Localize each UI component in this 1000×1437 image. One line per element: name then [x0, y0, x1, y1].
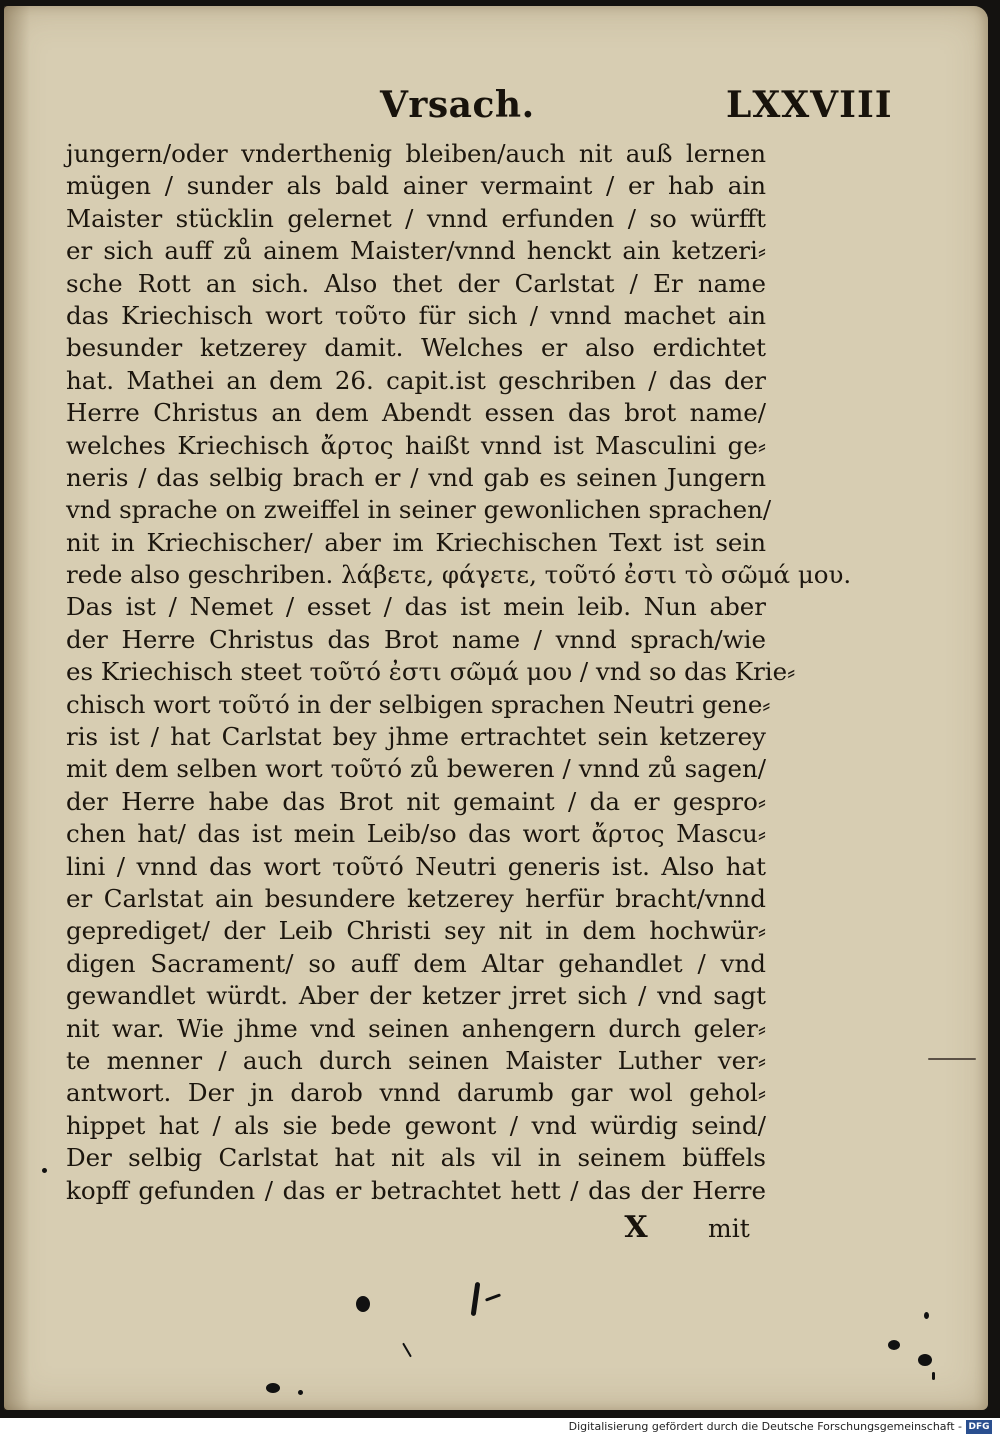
text-line: sche Rott an sich. Also thet der Carlstat / Er name: [66, 268, 766, 298]
text-line: lini / vnnd das wort τοῦτό Neutri generis ist. Also hat: [66, 851, 766, 881]
ink-blot: [888, 1340, 900, 1350]
text-line: das Kriechisch wort τοῦτο für sich / vnnd machet ain: [66, 300, 766, 330]
ink-blot: [932, 1372, 935, 1380]
text-line: geprediget/ der Leib Christi sey nit in dem hochwür⸗: [66, 916, 766, 946]
text-line: Herre Christus an dem Abendt essen das brot name/: [66, 398, 766, 428]
text-line: nit in Kriechischer/ aber im Kriechischen Text ist sein: [66, 527, 766, 557]
ink-blot: [298, 1390, 303, 1395]
text-line: hippet hat / als sie bede gewont / vnd würdig seind/: [66, 1110, 766, 1140]
text-line: jungern/oder vnderthenig bleiben/auch nit auß lernen: [66, 139, 766, 168]
text-line: te menner / auch durch seinen Maister Luther ver⸗: [66, 1045, 766, 1075]
digitization-footer: [0, 1418, 1000, 1437]
funding-credit: Digitalisierung gefördert durch die Deutsche Forschungsgemeinschaft -: [568, 1420, 962, 1433]
text-line: hat. Mathei an dem 26. capit.ist geschriben / das der: [66, 365, 766, 395]
text-line: welches Kriechisch ἄρτος haißt vnnd ist Masculini ge⸗: [66, 430, 766, 460]
signature-mark: X: [624, 1210, 648, 1245]
text-line: mit dem selben wort τοῦτό zů beweren / vnnd zů sagen/: [66, 754, 766, 784]
binding-shadow: [4, 6, 30, 1410]
text-line: Maister stücklin gelernet / vnnd erfunden / so würfft: [66, 203, 766, 233]
ink-blot: [356, 1296, 370, 1312]
ink-blot: [928, 1058, 976, 1060]
text-line: Das ist / Nemet / esset / das ist mein leib. Nun aber: [66, 592, 766, 622]
text-line: gewandlet würdt. Aber der ketzer jrret sich / vnd sagt: [66, 981, 766, 1011]
text-line: neris / das selbig brach er / vnd gab es seinen Jungern: [66, 462, 766, 492]
text-line: mügen / sunder als bald ainer vermaint / er hab ain: [66, 171, 766, 201]
text-line: rede also geschriben. λάβετε, φάγετε, τοῦτό ἐστι τὸ σῶμά μου.: [66, 560, 852, 590]
ink-blot: [266, 1383, 280, 1393]
text-line: er Carlstat ain besundere ketzerey herfür bracht/vnnd: [66, 883, 766, 913]
ink-blot: [918, 1354, 932, 1366]
ink-blot: [924, 1312, 929, 1319]
catchword: mit: [708, 1214, 750, 1243]
text-line: der Herre Christus das Brot name / vnnd sprach/wie: [66, 624, 766, 654]
text-line: ris ist / hat Carlstat bey jhme ertrachtet sein ketzerey: [66, 722, 766, 752]
ink-blot: [42, 1168, 47, 1173]
folio-number: LXXVIII: [726, 84, 893, 126]
text-line: der Herre habe das Brot nit gemaint / da er gespro⸗: [66, 786, 766, 816]
text-line: es Kriechisch steet τοῦτό ἐστι σῶμά μου / vnd so das Krie⸗: [66, 657, 796, 687]
text-line: besunder ketzerey damit. Welches er also erdichtet: [66, 333, 766, 363]
text-line: kopff gefunden / das er betrachtet hett / das der Herre: [66, 1175, 766, 1205]
text-line: Der selbig Carlstat hat nit als vil in seinem büffels: [66, 1143, 766, 1173]
text-line: chisch wort τοῦτό in der selbigen sprachen Neutri gene⸗: [66, 689, 771, 719]
text-line: antwort. Der jn darob vnnd darumb gar wol gehol⸗: [66, 1078, 766, 1108]
text-line: chen hat/ das ist mein Leib/so das wort ἄρτος Mascu⸗: [66, 819, 766, 849]
running-title: Vrsach.: [380, 84, 535, 126]
text-line: nit war. Wie jhme vnd seinen anhengern durch geler⸗: [66, 1013, 766, 1043]
text-line: vnd sprache on zweiffel in seiner gewonlichen sprachen/: [66, 495, 772, 525]
text-line: er sich auff zů ainem Maister/vnnd henckt ain ketzeri⸗: [66, 236, 766, 266]
body-text: [66, 138, 852, 1207]
text-line: digen Sacrament/ so auff dem Altar gehandlet / vnd: [66, 948, 766, 978]
dfg-logo-icon: DFG: [966, 1420, 992, 1434]
